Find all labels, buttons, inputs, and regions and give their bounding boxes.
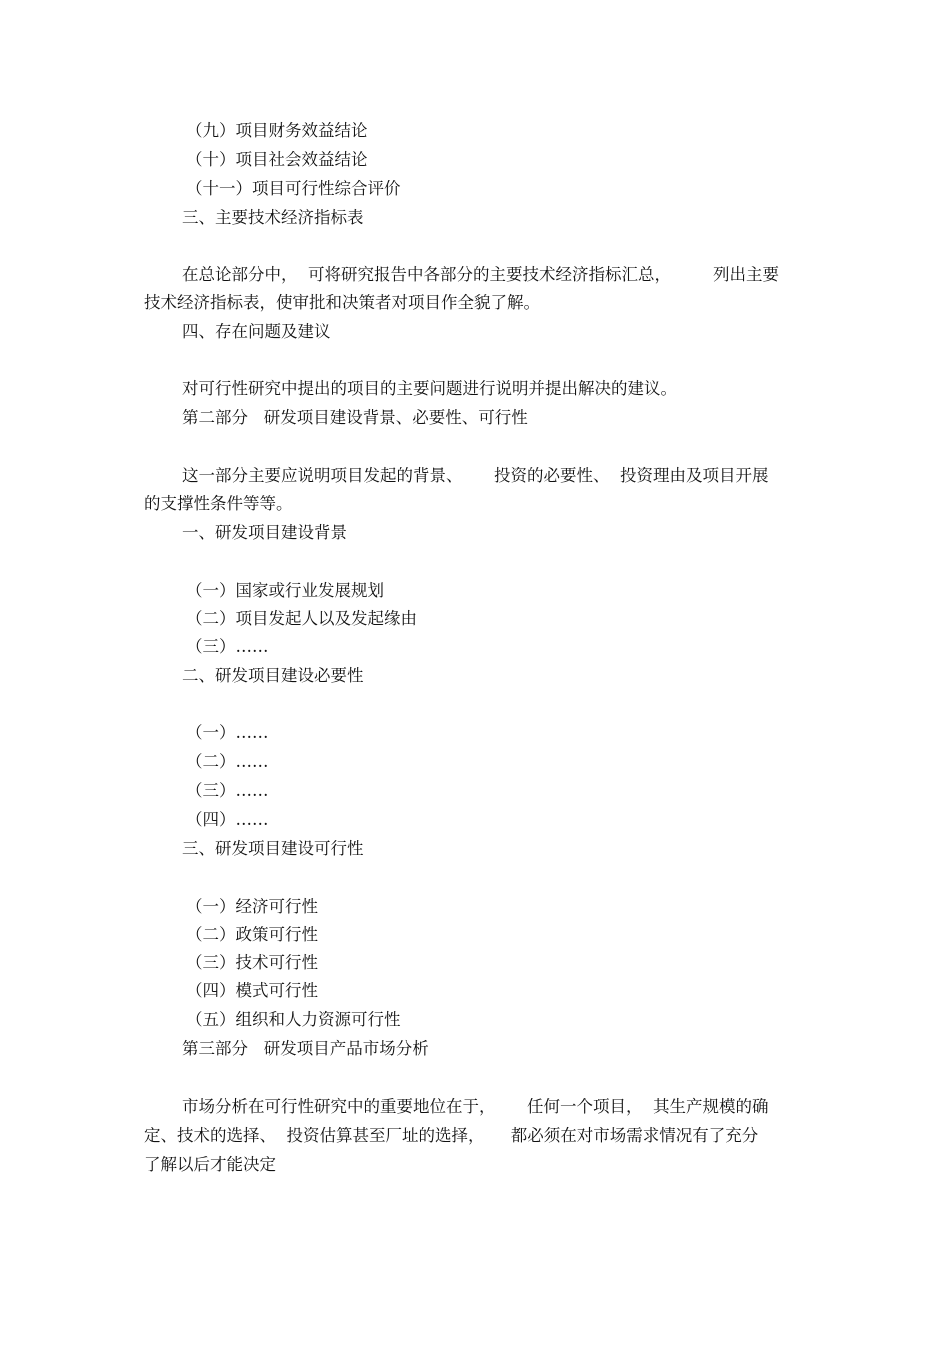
section-heading: 四、存在问题及建议	[182, 322, 331, 341]
list-item: （三）……	[186, 637, 269, 656]
section-heading: 三、研发项目建设可行性	[182, 839, 364, 858]
paragraph-line: 技术经济指标表，使审批和决策者对项目作全貌了解。	[144, 293, 540, 312]
paragraph-line: 这一部分主要应说明项目发起的背景、 投资的必要性、 投资理由及项目开展	[182, 466, 769, 485]
paragraph-line: 市场分析在可行性研究中的重要地位在于， 任何一个项目， 其生产规模的确	[182, 1097, 769, 1116]
list-item: （五）组织和人力资源可行性	[186, 1010, 401, 1029]
section-heading: 二、研发项目建设必要性	[182, 666, 364, 685]
paragraph-line: 定、技术的选择、 投资估算甚至厂址的选择， 都必须在对市场需求情况有了充分	[144, 1126, 759, 1145]
list-item: （九）项目财务效益结论	[186, 121, 368, 140]
paragraph-line: 的支撑性条件等等。	[144, 494, 293, 513]
list-item: （一）……	[186, 723, 269, 742]
list-item: （四）……	[186, 810, 269, 829]
paragraph-line: 对可行性研究中提出的项目的主要问题进行说明并提出解决的建议。	[182, 379, 677, 398]
list-item: （一）经济可行性	[186, 897, 318, 916]
list-item: （二）政策可行性	[186, 925, 318, 944]
list-item: （三）技术可行性	[186, 953, 318, 972]
list-item: （三）……	[186, 781, 269, 800]
list-item: （四）模式可行性	[186, 981, 318, 1000]
list-item: （十一）项目可行性综合评价	[186, 179, 401, 198]
paragraph-line: 了解以后才能决定	[144, 1155, 276, 1174]
part-heading: 第三部分 研发项目产品市场分析	[182, 1039, 429, 1058]
list-item: （一）国家或行业发展规划	[186, 581, 384, 600]
part-heading: 第二部分 研发项目建设背景、必要性、可行性	[182, 408, 528, 427]
list-item: （十）项目社会效益结论	[186, 150, 368, 169]
list-item: （二）项目发起人以及发起缘由	[186, 609, 417, 628]
paragraph-line: 在总论部分中， 可将研究报告中各部分的主要技术经济指标汇总， 列出主要	[182, 265, 779, 284]
list-item: （二）……	[186, 752, 269, 771]
section-heading: 一、研发项目建设背景	[182, 523, 347, 542]
section-heading: 三、主要技术经济指标表	[182, 208, 364, 227]
